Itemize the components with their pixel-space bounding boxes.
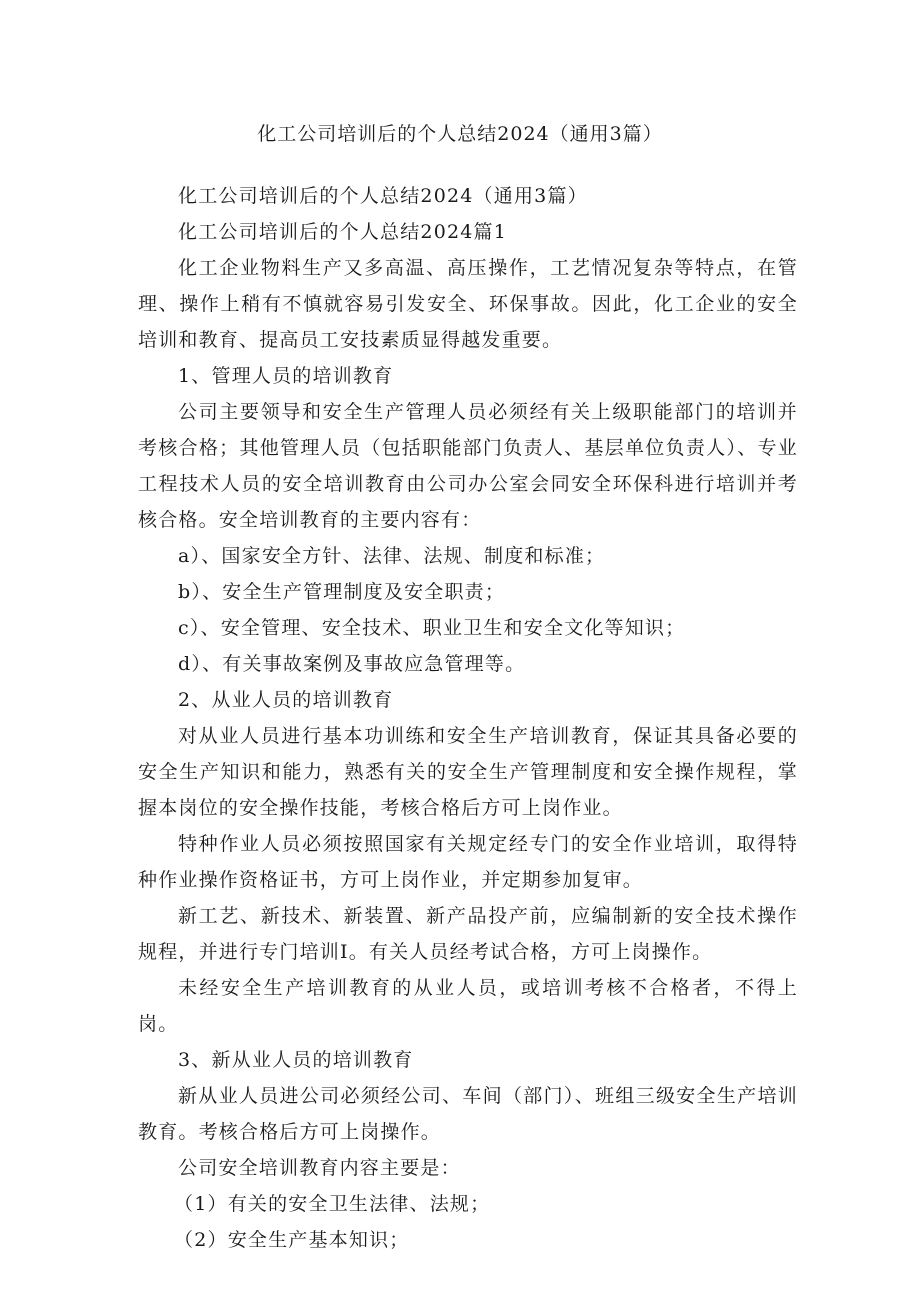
list-item: （1）有关的安全卫生法律、法规；: [174, 1193, 491, 1215]
paragraph: 对从业人员进行基本功训练和安全生产培训教育，保证其具备必要的安全生产知识和能力，熟悉有关的安全生产管理制度和安全操作规程，掌握本岗位的安全操作技能，考核合格后方可上岗作业。: [138, 725, 798, 819]
paragraph-subtitle: 化工公司培训后的个人总结2024（通用3篇）: [178, 185, 588, 207]
section-heading-3: 3、新从业人员的培训教育: [178, 1049, 414, 1071]
list-item: b）、安全生产管理制度及安全职责；: [178, 581, 506, 603]
list-item: （2）安全生产基本知识；: [174, 1229, 410, 1251]
list-item: a）、国家安全方针、法律、法规、制度和标准；: [178, 545, 606, 567]
document-body: [138, 178, 798, 1258]
paragraph: 公司安全培训教育内容主要是：: [178, 1157, 461, 1179]
paragraph-intro: 化工企业物料生产又多高温、高压操作，工艺情况复杂等特点，在管理、操作上稍有不慎就容易引发安全、环保事故。因此，化工企业的安全培训和教育、提高员工安技素质显得越发重要。: [138, 257, 798, 351]
paragraph: 未经安全生产培训教育的从业人员，或培训考核不合格者，不得上岗。: [138, 977, 798, 1035]
list-item: d）、有关事故案例及事故应急管理等。: [178, 653, 526, 675]
paragraph: 新工艺、新技术、新装置、新产品投产前，应编制新的安全技术操作规程，并进行专门培训I。有关人员经考试合格，方可上岗操作。: [138, 905, 798, 963]
paragraph-chapter-heading: 化工公司培训后的个人总结2024篇1: [178, 221, 508, 243]
list-item: c）、安全管理、安全技术、职业卫生和安全文化等知识；: [178, 617, 686, 639]
document-title: 化工公司培训后的个人总结2024（通用3篇）: [257, 123, 663, 145]
section-heading-2: 2、从业人员的培训教育: [178, 689, 394, 711]
paragraph: 新从业人员进公司必须经公司、车间（部门）、班组三级安全生产培训教育。考核合格后方可上岗操作。: [138, 1085, 798, 1143]
section-heading-1: 1、管理人员的培训教育: [178, 365, 394, 387]
paragraph: 特种作业人员必须按照国家有关规定经专门的安全作业培训，取得特种作业操作资格证书，方可上岗作业，并定期参加复审。: [138, 833, 798, 891]
paragraph: 公司主要领导和安全生产管理人员必须经有关上级职能部门的培训并考核合格；其他管理人员（包括职能部门负责人、基层单位负责人）、专业工程技术人员的安全培训教育由公司办公室会同安全环保科进行培训并考核合格。安全培训教育的主要内容有：: [138, 401, 798, 531]
